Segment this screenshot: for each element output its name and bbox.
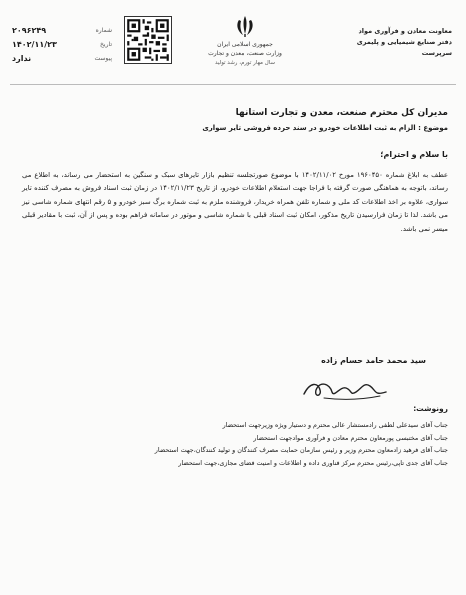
department-line: سرپرست — [421, 49, 452, 57]
year-motto: سال مهار تورم، رشد تولید — [214, 60, 276, 66]
cc-title: رونوشت: — [413, 404, 448, 413]
qr-code-icon — [124, 16, 172, 64]
cc-item: جناب آقای سیدعلی لطفی رادمستشار عالی محترم و دستیار ویژه وزیرجهت استحضار — [222, 421, 448, 429]
department-block — [332, 26, 452, 59]
ministry-emblem-block — [205, 14, 285, 66]
body-paragraph: عطف به ابلاغ شماره ۱۹۶۰۴۵۰ مورخ ۱۴۰۲/۱۱/۰۲ با موضوع صورتجلسه تنظیم بازار تایرهای سبک و سنگین به استحضار می رساند، به اطلاع می رساند، باتوجه به هماهنگی صورت گرفته با فراجا جهت استعلام اطلاعات خودرو، از تاریخ ۱۴۰۲/۱۱/۲۳ در زمان ثبت اسناد فروش به مصرف کننده تایر سواری، علاوه بر اخذ اطلاعات کد ملی و شماره تلفن همراه خریدار، فروشنده ملزم به ثبت شماره برگ سبز خودرو و ۵ رقم انتهای شماره شاسی نیز می باشد. لذا تا زمان فرارسیدن تاریخ مذکور، امکان ثبت اسناد قبلی با شماره شاسی و موتور در سامانه فراهم بوده و پس از آن، ثبت با مقادیر قبلی میسر نمی باشد. — [22, 171, 449, 233]
department-line: دفتر صنایع شیمیایی و پلیمری — [356, 38, 452, 46]
header-divider — [10, 84, 456, 85]
meta-attachment-row — [12, 52, 112, 66]
letter-attachment: ندارد — [12, 54, 32, 63]
letter-body — [22, 108, 448, 236]
letter-number: ۲۰۹۶۲۴۹ — [12, 26, 47, 35]
cc-item: جناب آقای فرهید زادمعاون محترم وزیر و رئیس سازمان حمایت مصرف کنندگان و تولید کنندگان،جهت استحضار — [154, 446, 448, 455]
cc-list — [18, 404, 448, 469]
department-line: معاونت معادن و فرآوری مواد — [358, 27, 452, 35]
meta-label: شماره — [95, 27, 112, 34]
subject-line: موضوع : الزام به ثبت اطلاعات خودرو در سند حرده فروشی تایر سواری — [202, 124, 448, 132]
signature-block — [321, 356, 426, 365]
iran-emblem-icon — [234, 14, 256, 38]
meta-date-row — [12, 38, 112, 52]
letter-meta — [12, 24, 112, 66]
letter-date: ۱۴۰۲/۱۱/۲۳ — [12, 40, 57, 49]
recipient: مدیران کل محترم صنعت، معدن و تجارت استانها — [235, 108, 448, 118]
cc-item: جناب آقای جدی تاپی،رئیس محترم مرکز فناوری داده و اطلاعات و امنیت فضای مجازی،جهت استحضار — [178, 458, 448, 467]
greeting: با سلام و احترام؛ — [380, 150, 448, 159]
handwritten-signature-icon — [300, 374, 390, 404]
meta-number-row — [12, 24, 112, 38]
meta-label: تاریخ — [100, 41, 112, 48]
meta-label: پیوست — [94, 55, 112, 62]
cc-item: جناب آقای مختبسی پورمعاون محترم معادن و فرآوری موادجهت استحضار — [253, 433, 448, 442]
ministry-line: جمهوری اسلامی ایران — [217, 41, 273, 48]
ministry-line: وزارت صنعت، معدن و تجارت — [208, 50, 282, 57]
ministry-name — [205, 40, 285, 58]
signer-name: سید محمد حامد حسام زاده — [321, 356, 426, 365]
